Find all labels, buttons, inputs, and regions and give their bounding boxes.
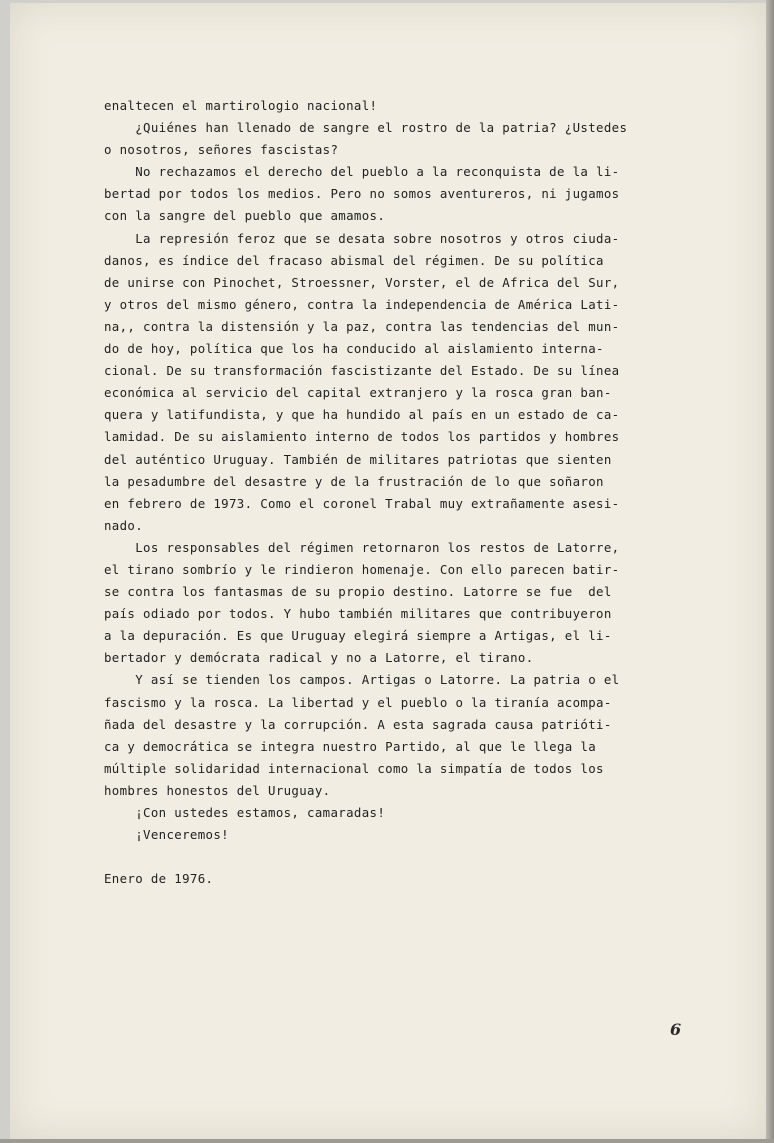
spacer <box>104 846 699 868</box>
text-line: Y así se tienden los campos. Artigas o Latorre. La patria o el <box>104 672 620 688</box>
text-line: lamidad. De su aislamiento interno de todos los partidos y hombres <box>104 429 620 445</box>
closing-salutation: ¡Con ustedes estamos, camaradas! <box>104 805 386 820</box>
text-line: la pesadumbre del desastre y de la frustración de lo que soñaron <box>104 473 604 489</box>
page-number: 6 <box>670 1020 682 1039</box>
text-line: do de hoy, política que los ha conducido al aislamiento interna- <box>104 341 604 357</box>
text-line: económica al servicio del capital extranjero y la rosca gran ban- <box>104 385 612 401</box>
text-line: país odiado por todos. Y hubo también militares que contribuyeron <box>104 606 612 622</box>
text-line: ca y democrática se integra nuestro Partido, al que le llega la <box>104 738 597 754</box>
text-line: en febrero de 1973. Como el coronel Trabal muy extrañamente asesi- <box>104 495 620 511</box>
page-bottom-edge <box>0 1139 774 1143</box>
text-line: bertad por todos los medios. Pero no somos aventureros, ni jugamos <box>104 186 620 202</box>
body-text <box>104 95 699 890</box>
text-line: de unirse con Pinochet, Stroessner, Vorster, el de Africa del Sur, <box>104 274 620 290</box>
text-line: ñada del desastre y la corrupción. A esta sagrada causa patrióti- <box>104 716 612 732</box>
text-line: La represión feroz que se desata sobre nosotros y otros ciuda- <box>104 230 620 246</box>
text-line: y otros del mismo género, contra la independencia de América Lati- <box>104 296 620 312</box>
document-date: Enero de 1976. <box>104 871 214 887</box>
text-line: enaltecen el martirologio nacional! <box>104 98 378 113</box>
text-line: hombres honestos del Uruguay. <box>104 782 331 798</box>
text-line: con la sangre del pueblo que amamos. <box>104 208 386 224</box>
text-line: a la depuración. Es que Uruguay elegirá siempre a Artigas, el li- <box>104 628 612 644</box>
text-line: ¿Quiénes han llenado de sangre el rostro de la patria? ¿Ustedes <box>104 120 628 136</box>
text-line: o nosotros, señores fascistas? <box>104 142 339 158</box>
text-line: bertador y demócrata radical y no a Latorre, el tirano. <box>104 650 534 666</box>
text-line: nado. <box>104 517 144 533</box>
page-edge-shadow <box>766 0 774 1143</box>
text-line: cional. De su transformación fascistizante del Estado. De su línea <box>104 363 620 379</box>
text-line: No rechazamos el derecho del pueblo a la reconquista de la li- <box>104 164 620 180</box>
text-line: danos, es índice del fracaso abismal del régimen. De su política <box>104 252 604 268</box>
text-line: se contra los fantasmas de su propio destino. Latorre se fue del <box>104 584 612 600</box>
text-line: del auténtico Uruguay. También de militares patriotas que sienten <box>104 451 612 467</box>
text-line: el tirano sombrío y le rindieron homenaje. Con ello parecen batir- <box>104 561 620 577</box>
text-line: Los responsables del régimen retornaron los restos de Latorre, <box>104 539 620 555</box>
closing-slogan: ¡Venceremos! <box>104 827 229 843</box>
text-line: na,, contra la distensión y la paz, contra las tendencias del mun- <box>104 318 620 334</box>
text-line: múltiple solidaridad internacional como la simpatía de todos los <box>104 760 604 776</box>
text-line: quera y latifundista, y que ha hundido al país en un estado de ca- <box>104 407 620 423</box>
text-line: fascismo y la rosca. La libertad y el pueblo o la tiranía acompa- <box>104 694 612 710</box>
